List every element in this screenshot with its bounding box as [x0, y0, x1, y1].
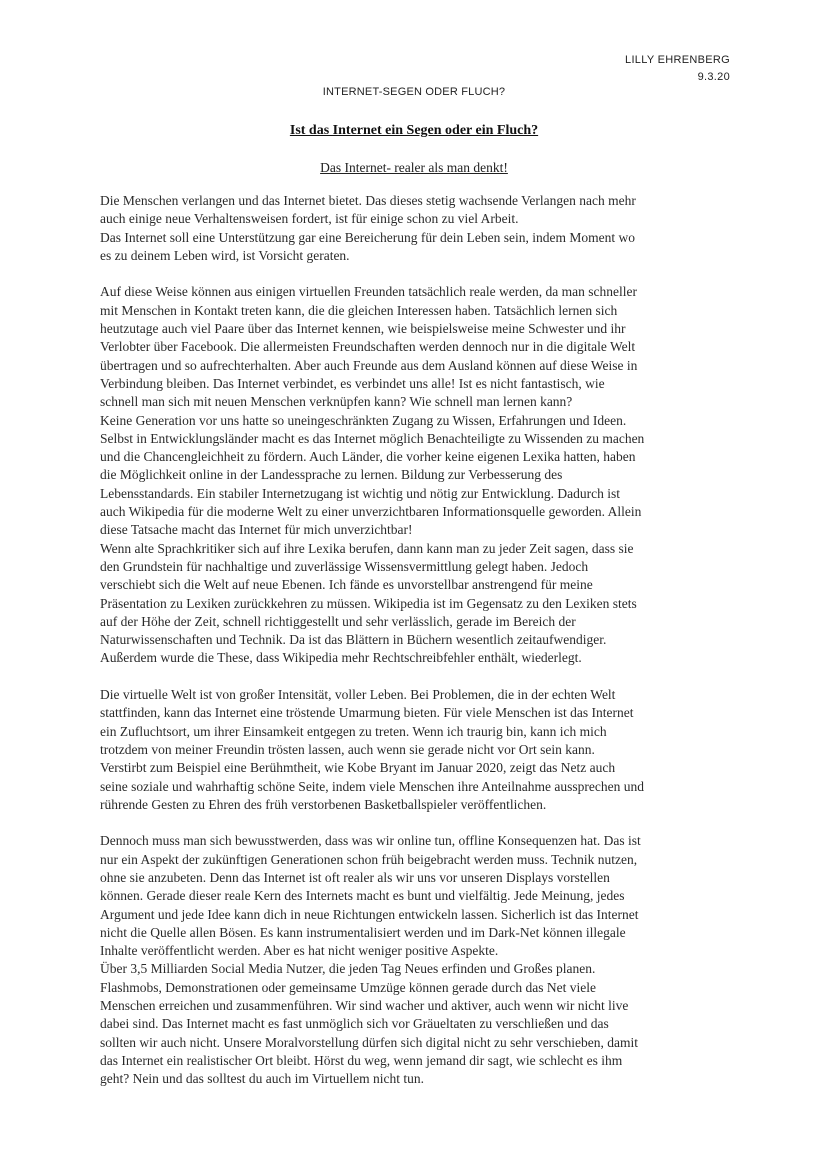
text-line: geht? Nein und das solltest du auch im Virtuellem nicht tun.: [100, 1071, 425, 1087]
text-line: nicht die Quelle allen Bösen. Es kann instrumentalisiert werden und im Dark-Net können illegale: [100, 924, 626, 940]
document-date: 9.3.20: [697, 71, 730, 83]
text-line: Lebensstandards. Ein stabiler Internetzugang ist wichtig und nötig zur Entwicklung. Dadurch ist: [100, 485, 621, 501]
document-body: [100, 192, 732, 1107]
text-line: rührende Gesten zu Ehren des früh verstorbenen Basketballspieler veröffentlichen.: [100, 796, 547, 812]
text-line: Flashmobs, Demonstrationen oder gemeinsame Umzüge können gerade durch das Net viele: [100, 979, 596, 995]
text-line: dabei sind. Das Internet macht es fast unmöglich sich vor Gräueltaten zu verschließen und das: [100, 1016, 609, 1032]
text-line: seine soziale und wahrhaftig schöne Seite, indem viele Menschen ihre Anteilnahme aussprechen und: [100, 778, 644, 794]
text-line: heutzutage auch viel Paare über das Internet kennen, wie beispielsweise meine Schwester und ihr: [100, 321, 626, 337]
text-line: Argument und jede Idee kann dich in neue Richtungen entwickeln lassen. Sicherlich ist das Internet: [100, 906, 639, 922]
author-block: [625, 52, 730, 86]
text-line: Verbindung bleiben. Das Internet verbindet, es verbindet uns alle! Ist es nicht fantastisch, wie: [100, 375, 605, 391]
text-line: auch Wikipedia für die moderne Welt zu einer unverzichtbaren Informationsquelle geworden. Allein: [100, 504, 642, 520]
text-line: auch einige neue Verhaltensweisen fordert, ist für einige schon zu viel Arbeit.: [100, 211, 519, 227]
text-line: Über 3,5 Milliarden Social Media Nutzer, die jeden Tag Neues erfinden und Großes planen.: [100, 961, 596, 977]
text-line: übertragen und so aufrechterhalten. Aber auch Freunde aus dem Ausland können auf diese Weise in: [100, 357, 638, 373]
text-line: schnell man sich mit neuen Menschen verknüpfen kann? Wie schnell man lernen kann?: [100, 394, 573, 410]
paragraph: [100, 686, 732, 814]
text-line: Verstirbt zum Beispiel eine Berühmtheit, wie Kobe Bryant im Januar 2020, zeigt das Netz auch: [100, 760, 616, 776]
text-line: Die Menschen verlangen und das Internet bietet. Das dieses stetig wachsende Verlangen nach mehr: [100, 193, 636, 208]
paragraph: [100, 832, 732, 1088]
document-subtitle: Das Internet- realer als man denkt!: [320, 160, 508, 175]
text-line: Keine Generation vor uns hatte so uneingeschränkten Zugang zu Wissen, Erfahrungen und Ideen.: [100, 412, 627, 428]
text-line: Wenn alte Sprachkritiker sich auf ihre Lexika berufen, dann kann man zu jeder Zeit sagen, dass sie: [100, 540, 634, 556]
text-line: Dennoch muss man sich bewusstwerden, dass was wir online tun, offline Konsequenzen hat. Das ist: [100, 833, 641, 849]
text-line: Das Internet soll eine Unterstützung gar eine Bereicherung für dein Leben sein, indem Moment wo: [100, 229, 635, 245]
text-line: ein Zufluchtsort, um ihrer Einsamkeit entgegen zu treten. Wenn ich traurig bin, kann ich mich: [100, 723, 607, 739]
text-line: die Möglichkeit online in der Landessprache zu lernen. Bildung zur Verbesserung des: [100, 467, 563, 483]
text-line: diese Tatsache macht das Internet für mich unverzichtbar!: [100, 522, 413, 538]
text-line: stattfinden, kann das Internet eine tröstende Umarmung bieten. Für viele Menschen ist das Internet: [100, 705, 634, 721]
document-title: Ist das Internet ein Segen oder ein Fluch?: [289, 123, 539, 138]
author-name: LILLY EHRENBERG: [625, 54, 730, 66]
text-line: Die virtuelle Welt ist von großer Intensität, voller Leben. Bei Problemen, die in der echten Welt: [100, 687, 616, 703]
text-line: auf der Höhe der Zeit, schnell richtiggestellt und sehr verlässlich, gerade im Bereich der: [100, 613, 576, 629]
text-line: können. Gerade dieser reale Kern des Internets macht es bunt und vielfältig. Jede Meinung, jedes: [100, 888, 625, 904]
text-line: das Internet ein realistischer Ort bleibt. Hörst du weg, wenn jemand dir sagt, wie schlecht es ihm: [100, 1052, 623, 1068]
text-line: Auf diese Weise können aus einigen virtuellen Freunden tatsächlich reale werden, da man schneller: [100, 284, 637, 300]
paragraph: [100, 192, 732, 265]
document-topic: INTERNET-SEGEN ODER FLUCH?: [322, 86, 506, 98]
text-line: den Grundstein für nachhaltige und zuverlässige Wissensvermittlung gelegt haben. Jedoch: [100, 558, 589, 574]
text-line: Inhalte veröffentlicht werden. Aber es hat nicht weniger positive Aspekte.: [100, 943, 499, 959]
text-line: Selbst in Entwicklungsländer macht es das Internet möglich Benachteiligte zu Wissenden zu machen: [100, 430, 645, 446]
text-line: Verlobter über Facebook. Die allermeisten Freundschaften werden dennoch nur in die digitale Welt: [100, 339, 636, 355]
text-line: Menschen erreichen und zusammenführen. Wir sind wacher und aktiver, auch wenn wir nicht live: [100, 998, 629, 1014]
text-line: Naturwissenschaften und Technik. Da ist das Blättern in Büchern wesentlich zeitaufwendiger.: [100, 632, 607, 648]
paragraph: [100, 283, 732, 667]
text-line: ohne sie anzubeten. Denn das Internet ist oft realer als wir uns vor unseren Displays vorstellen: [100, 869, 610, 885]
text-line: Präsentation zu Lexiken zurückkehren zu müssen. Wikipedia ist im Gegensatz zu den Lexiken stets: [100, 595, 637, 611]
text-line: nur ein Aspekt der zukünftigen Generationen schon früh beigebracht werden muss. Technik nutzen,: [100, 851, 638, 867]
text-line: es zu deinem Leben wird, ist Vorsicht geraten.: [100, 247, 350, 263]
text-line: sollten wir auch nicht. Unsere Moralvorstellung dürfen sich digital nicht zu sehr verschieben, damit: [100, 1034, 638, 1050]
text-line: mit Menschen in Kontakt treten kann, die die gleichen Interessen haben. Tatsächlich lernen sich: [100, 302, 618, 318]
text-line: verschiebt sich die Welt auf neue Ebenen. Ich fände es unvorstellbar anstrengend für meine: [100, 577, 593, 593]
text-line: trotzdem von meiner Freundin trösten lassen, auch wenn sie gerade nicht vor Ort sein kann.: [100, 741, 595, 757]
text-line: und die Chancengleichheit zu fördern. Auch Länder, die vorher keine eigenen Lexika hatten, haben: [100, 449, 636, 465]
text-line: Außerdem wurde die These, dass Wikipedia mehr Rechtschreibfehler enthält, wiederlegt.: [100, 650, 582, 666]
